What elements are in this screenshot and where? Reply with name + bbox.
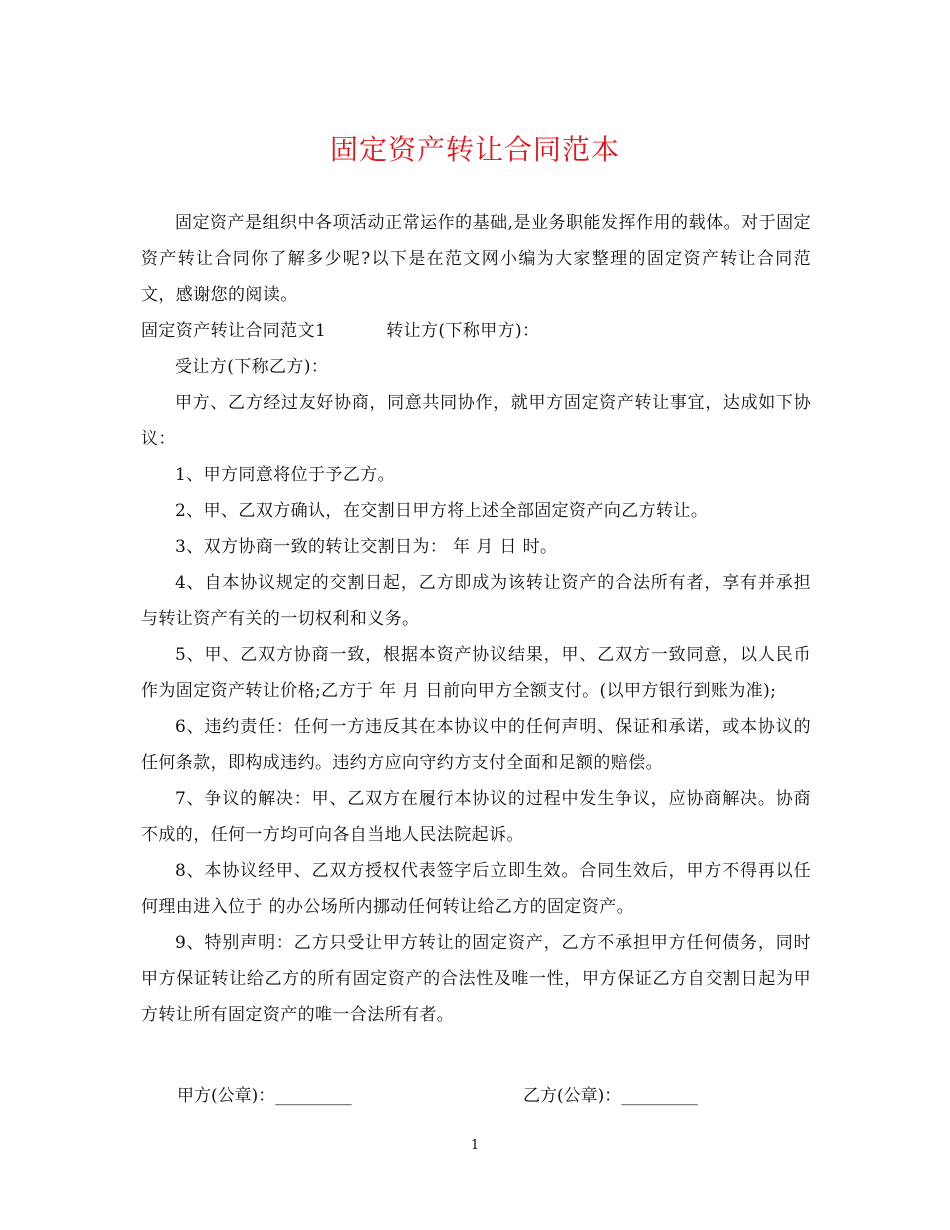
clause-2: 2、甲、乙双方确认，在交割日甲方将上述全部固定资产向乙方转让。 <box>175 501 709 521</box>
sample-heading-line <box>141 313 811 349</box>
document-title: 固定资产转让合同范本 <box>329 133 620 166</box>
clause-8: 8、本协议经甲、乙双方授权代表签字后立即生效。合同生效后，甲方不得再以任何理由进入位于 的办公场所内挪动任何转让给乙方的固定资产。 <box>141 861 811 917</box>
clause-3: 3、双方协商一致的转让交割日为： 年 月 日 时。 <box>175 537 558 557</box>
signature-row <box>177 1078 817 1114</box>
clause-5: 5、甲、乙双方协商一致，根据本资产协议结果，甲、乙双方一致同意，以人民币作为固定资产转让价格;乙方于 年 月 日前向甲方全额支付。(以甲方银行到账为准); <box>141 645 811 701</box>
clause-7: 7、争议的解决：甲、乙双方在履行本协议的过程中发生争议，应协商解决。协商不成的，任何一方均可向各自当地人民法院起诉。 <box>141 789 811 845</box>
party-b-seal-line: 乙方(公章)：_________ <box>523 1086 698 1106</box>
document-body <box>141 205 811 1033</box>
agreement-preamble: 甲方、乙方经过友好协商，同意共同协作，就甲方固定资产转让事宜，达成如下协议： <box>141 393 811 449</box>
sample-heading: 固定资产转让合同范文1 <box>141 321 327 341</box>
clause-6: 6、违约责任：任何一方违反其在本协议中的任何声明、保证和承诺，或本协议的任何条款，即构成违约。违约方应向守约方支付全面和足额的赔偿。 <box>141 717 811 773</box>
party-a-seal-line: 甲方(公章)：_________ <box>177 1086 352 1106</box>
transferor-label: 转让方(下称甲方)： <box>386 321 540 341</box>
transferee-label: 受让方(下称乙方)： <box>175 357 329 377</box>
clause-1: 1、甲方同意将位于予乙方。 <box>175 465 396 485</box>
page-number: 1 <box>470 1138 480 1153</box>
intro-paragraph: 固定资产是组织中各项活动正常运作的基础,是业务职能发挥作用的载体。对于固定资产转让合同你了解多少呢?以下是在范文网小编为大家整理的固定资产转让合同范文，感谢您的阅读。 <box>141 213 811 305</box>
clause-9: 9、特别声明：乙方只受让甲方转让的固定资产，乙方不承担甲方任何债务，同时甲方保证转让给乙方的所有固定资产的合法性及唯一性，甲方保证乙方自交割日起为甲方转让所有固定资产的唯一合法所有者。 <box>141 933 811 1025</box>
clause-4: 4、自本协议规定的交割日起，乙方即成为该转让资产的合法所有者，享有并承担与转让资产有关的一切权利和义务。 <box>141 573 811 629</box>
